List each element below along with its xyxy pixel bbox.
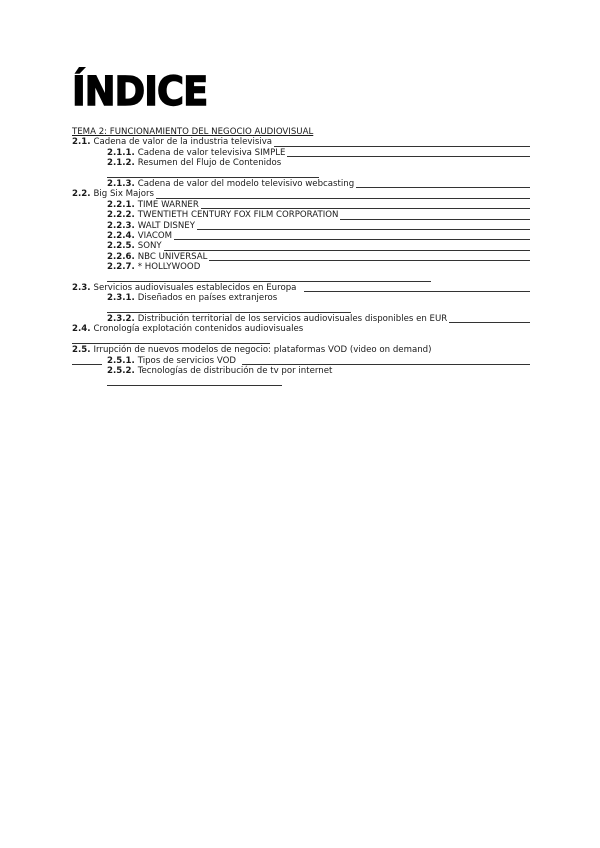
toc-label: * HOLLYWOOD bbox=[137, 262, 201, 273]
toc-number: 2.2. bbox=[72, 189, 91, 200]
toc-label: Tecnologías de distribución de tv por internet bbox=[137, 365, 333, 376]
leader-line bbox=[174, 239, 530, 240]
toc-label: Cronología explotación contenidos audiovisuales bbox=[93, 324, 304, 335]
toc-heading-text: TEMA 2: FUNCIONAMIENTO DEL NEGOCIO AUDIOVISUAL bbox=[72, 126, 314, 137]
toc-label: Diseñados en países extranjeros bbox=[137, 293, 278, 304]
toc-heading bbox=[72, 127, 530, 137]
toc-number: 2.3. bbox=[72, 282, 91, 293]
leader-line bbox=[164, 250, 530, 251]
leader-line-wrap bbox=[72, 335, 530, 345]
toc-entry-2-2-3[interactable] bbox=[72, 221, 530, 231]
toc-entry-2-1-3[interactable] bbox=[72, 179, 530, 189]
leader-line bbox=[209, 260, 530, 261]
leader-line-wrap bbox=[72, 169, 530, 179]
toc-entry-2-2-2[interactable] bbox=[72, 210, 530, 220]
toc-label: Servicios audiovisuales establecidos en Europa bbox=[93, 282, 297, 293]
toc-label: Cadena de valor televisiva SIMPLE bbox=[137, 147, 286, 158]
toc-number: 2.4. bbox=[72, 324, 91, 335]
toc-number: 2.3.1. bbox=[107, 293, 135, 304]
toc-label: TIME WARNER bbox=[137, 199, 199, 210]
toc-label: Distribución territorial de los servicios audiovisuales disponibles en EUR bbox=[137, 314, 448, 325]
toc-entry-2-2[interactable] bbox=[72, 189, 530, 199]
toc-number: 2.5.1. bbox=[107, 355, 135, 366]
toc-entry-2-3[interactable] bbox=[72, 283, 530, 293]
leader-line-wrap bbox=[72, 356, 530, 366]
leader-line bbox=[340, 219, 530, 220]
toc-label: TWENTIETH CENTURY FOX FILM CORPORATION bbox=[137, 210, 339, 221]
toc-number: 2.1.1. bbox=[107, 147, 135, 158]
leader-line bbox=[201, 208, 530, 209]
table-of-contents bbox=[72, 127, 530, 387]
toc-number: 2.1.2. bbox=[107, 158, 135, 169]
toc-entry-2-4[interactable] bbox=[72, 324, 530, 334]
toc-entry-2-2-4[interactable] bbox=[72, 231, 530, 241]
toc-label: Big Six Majors bbox=[93, 189, 154, 200]
toc-entry-2-3-1[interactable] bbox=[72, 293, 530, 303]
leader-line bbox=[156, 198, 530, 199]
leader-line bbox=[304, 291, 530, 292]
page-title: ÍNDICE bbox=[72, 69, 208, 115]
toc-number: 2.1. bbox=[72, 137, 91, 148]
leader-line bbox=[274, 146, 530, 147]
toc-label: WALT DISNEY bbox=[137, 220, 195, 231]
leader-line bbox=[449, 322, 530, 323]
toc-entry-2-1-2[interactable] bbox=[72, 158, 530, 168]
toc-number: 2.2.7. bbox=[107, 262, 135, 273]
leader-line bbox=[72, 343, 270, 344]
leader-line bbox=[356, 187, 530, 188]
toc-number: 2.5.2. bbox=[107, 365, 135, 376]
leader-line bbox=[107, 312, 351, 313]
toc-entry-2-3-2[interactable] bbox=[72, 314, 530, 324]
leader-line-wrap bbox=[72, 376, 530, 386]
toc-entry-2-2-1[interactable] bbox=[72, 200, 530, 210]
toc-label: Cadena de valor del modelo televisivo webcasting bbox=[137, 178, 355, 189]
leader-line bbox=[107, 385, 282, 386]
toc-entry-2-2-7[interactable] bbox=[72, 262, 530, 272]
toc-number: 2.5. bbox=[72, 345, 91, 356]
toc-entry-2-5[interactable] bbox=[72, 345, 530, 355]
toc-label: NBC UNIVERSAL bbox=[137, 251, 208, 262]
toc-number: 2.2.6. bbox=[107, 251, 135, 262]
toc-label: Irrupción de nuevos modelos de negocio: plataformas VOD (video on demand) bbox=[93, 345, 432, 356]
leader-line bbox=[107, 281, 431, 282]
leader-line-wrap bbox=[72, 272, 530, 282]
leader-line bbox=[107, 177, 319, 178]
toc-number: 2.2.1. bbox=[107, 199, 135, 210]
toc-label: Tipos de servicios VOD bbox=[137, 355, 236, 366]
toc-entry-2-2-5[interactable] bbox=[72, 241, 530, 251]
toc-label: Resumen del Flujo de Contenidos bbox=[137, 158, 282, 169]
toc-label: SONY bbox=[137, 241, 162, 252]
toc-number: 2.2.2. bbox=[107, 210, 135, 221]
leader-line bbox=[287, 156, 530, 157]
toc-entry-2-5-2[interactable] bbox=[72, 366, 530, 376]
toc-entry-2-1[interactable] bbox=[72, 137, 530, 147]
toc-number: 2.2.4. bbox=[107, 230, 135, 241]
toc-label: Cadena de valor de la industria televisiva bbox=[93, 137, 273, 148]
toc-entry-2-1-1[interactable] bbox=[72, 148, 530, 158]
toc-label: VIACOM bbox=[137, 230, 173, 241]
toc-number: 2.2.3. bbox=[107, 220, 135, 231]
toc-number: 2.2.5. bbox=[107, 241, 135, 252]
leader-line bbox=[72, 364, 102, 365]
toc-number: 2.1.3. bbox=[107, 178, 135, 189]
toc-number: 2.3.2. bbox=[107, 314, 135, 325]
leader-line bbox=[197, 229, 530, 230]
leader-line-wrap bbox=[72, 304, 530, 314]
toc-entry-2-2-6[interactable] bbox=[72, 252, 530, 262]
